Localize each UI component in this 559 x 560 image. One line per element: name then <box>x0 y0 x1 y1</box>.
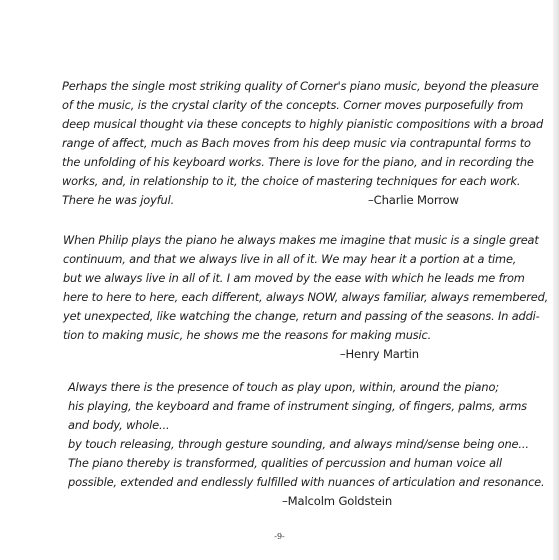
attribution-line <box>68 492 545 511</box>
quote-last-line <box>62 191 543 210</box>
quote-line: range of affect, much as Bach moves from his deep music via contrapuntal forms to <box>62 136 531 150</box>
attribution-line <box>63 345 548 364</box>
quote-line: Perhaps the single most striking quality of Corner's piano music, beyond the pleasure <box>62 79 539 93</box>
quote-line: deep musical thought via these concepts to highly pianistic compositions with a broad <box>62 117 544 131</box>
quote-line: tion to making music, he shows me the reasons for making music. <box>63 328 432 342</box>
attribution-malcolm-goldstein: –Malcolm Goldstein <box>282 494 393 508</box>
quote-line: possible, extended and endlessly fulfilled with nuances of articulation and resonance. <box>68 475 545 489</box>
quote-line: his playing, the keyboard and frame of instrument singing, of fingers, palms, arms <box>68 399 527 413</box>
quote-line: yet unexpected, like watching the change, return and passing of the seasons. In addi- <box>63 309 540 323</box>
page-number: -9- <box>274 532 285 541</box>
quote-line: The piano thereby is transformed, qualities of percussion and human voice all <box>68 456 502 470</box>
attribution-charlie-morrow: –Charlie Morrow <box>368 193 459 207</box>
quote-line: the unfolding of his keyboard works. There is love for the piano, and in recording the <box>62 155 534 169</box>
quote-line: continuum, and that we always live in all of it. We may hear it a portion at a time, <box>63 252 517 266</box>
attribution-henry-martin: –Henry Martin <box>339 347 419 361</box>
page-edge-shadow <box>553 0 559 560</box>
quote-line: When Philip plays the piano he always makes me imagine that music is a single great <box>63 233 539 247</box>
quote-line: Always there is the presence of touch as play upon, within, around the piano; <box>68 380 499 394</box>
quote-malcolm-goldstein <box>68 378 545 511</box>
quote-line: of the music, is the crystal clarity of the concepts. Corner moves purposefully from <box>62 98 524 112</box>
quote-line: but we always live in all of it. I am moved by the ease with which he leads me from <box>63 271 525 285</box>
quote-charlie-morrow <box>62 77 543 210</box>
quote-line: and body, whole... <box>68 418 170 432</box>
quote-line: here to here to here, each different, always NOW, always familiar, always remembered, <box>63 290 549 304</box>
quote-line: by touch releasing, through gesture sounding, and always mind/sense being one... <box>68 437 529 451</box>
quote-henry-martin <box>63 231 550 364</box>
quote-line: works, and, in relationship to it, the choice of mastering techniques for each work. <box>62 174 521 188</box>
quote-line: There he was joyful. <box>62 193 175 207</box>
